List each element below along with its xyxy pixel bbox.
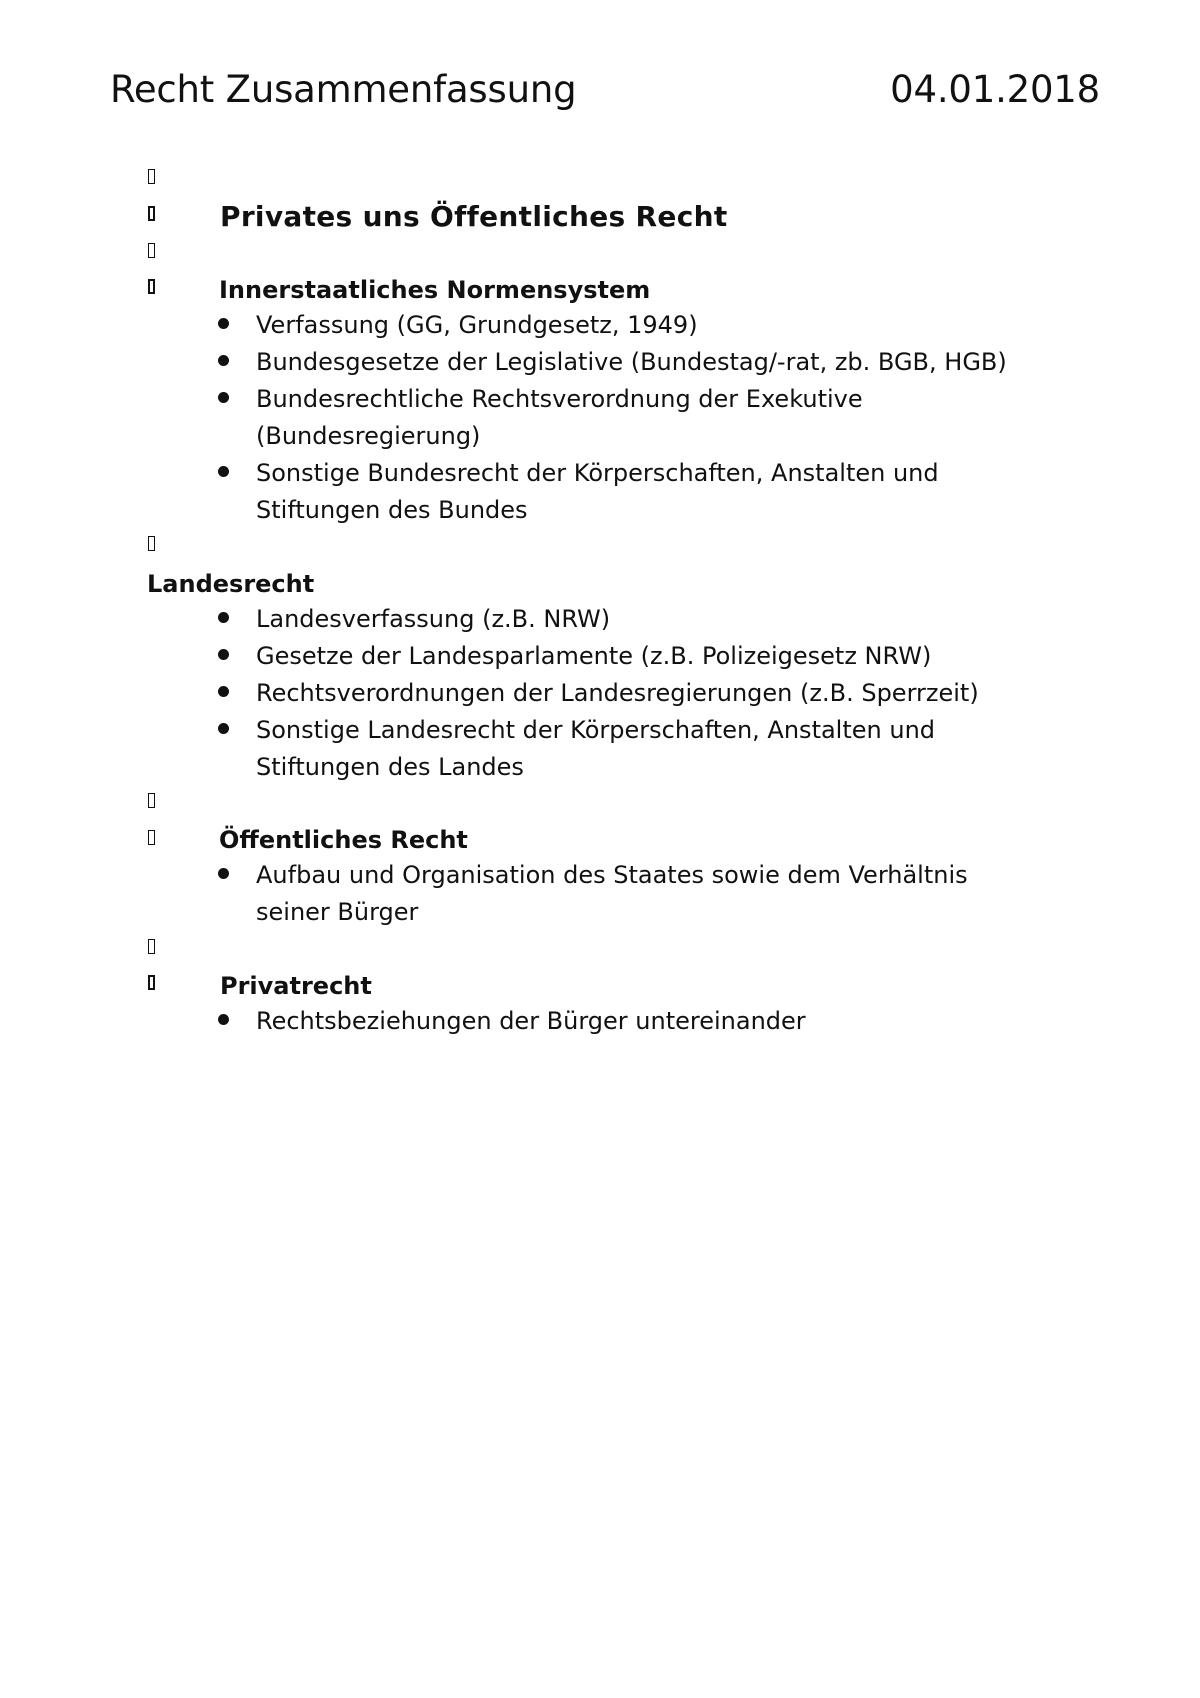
list-item: Bundesrechtliche Rechtsverordnung der Exekutive xyxy=(256,385,863,413)
list-item-continuation: Stiftungen des Landes xyxy=(256,753,524,781)
bullet-icon xyxy=(218,355,229,366)
bullet-icon xyxy=(218,868,229,879)
missing-glyph-icon xyxy=(148,793,155,808)
list-item-continuation: (Bundesregierung) xyxy=(256,422,481,450)
bullet-icon xyxy=(218,612,229,623)
bullet-icon xyxy=(218,723,229,734)
missing-glyph-icon xyxy=(148,206,155,221)
list-item: Sonstige Landesrecht der Körperschaften, Anstalten und xyxy=(256,716,936,744)
list-item-continuation: seiner Bürger xyxy=(256,898,419,926)
missing-glyph-icon xyxy=(148,169,155,184)
section-heading-landesrecht: Landesrecht xyxy=(147,570,315,598)
section-heading-privates-oeffentliches: Privates uns Öffentliches Recht xyxy=(220,200,728,233)
document-title: Recht Zusammenfassung xyxy=(110,68,577,111)
list-item: Aufbau und Organisation des Staates sowie dem Verhältnis xyxy=(256,861,968,889)
bullet-icon xyxy=(218,318,229,329)
missing-glyph-icon xyxy=(148,830,155,845)
missing-glyph-icon xyxy=(148,243,155,258)
bullet-icon xyxy=(218,649,229,660)
missing-glyph-icon xyxy=(148,939,155,954)
list-item: Bundesgesetze der Legislative (Bundestag/-rat, zb. BGB, HGB) xyxy=(256,348,1007,376)
missing-glyph-icon xyxy=(148,279,155,294)
list-item: Rechtsverordnungen der Landesregierungen (z.B. Sperrzeit) xyxy=(256,679,979,707)
bullet-icon xyxy=(218,466,229,477)
list-item: Landesverfassung (z.B. NRW) xyxy=(256,605,611,633)
section-heading-innerstaatlich: Innerstaatliches Normensystem xyxy=(219,276,651,304)
document-date: 04.01.2018 xyxy=(890,68,1100,111)
list-item: Gesetze der Landesparlamente (z.B. Polizeigesetz NRW) xyxy=(256,642,932,670)
bullet-icon xyxy=(218,686,229,697)
missing-glyph-icon xyxy=(148,536,155,551)
list-item: Sonstige Bundesrecht der Körperschaften, Anstalten und xyxy=(256,459,939,487)
missing-glyph-icon xyxy=(148,975,155,990)
list-item: Verfassung (GG, Grundgesetz, 1949) xyxy=(256,311,698,339)
section-heading-oeffentliches: Öffentliches Recht xyxy=(219,826,468,854)
bullet-icon xyxy=(218,1014,229,1025)
list-item-continuation: Stiftungen des Bundes xyxy=(256,496,528,524)
list-item: Rechtsbeziehungen der Bürger untereinander xyxy=(256,1007,806,1035)
bullet-icon xyxy=(218,392,229,403)
section-heading-privatrecht: Privatrecht xyxy=(220,972,372,1000)
